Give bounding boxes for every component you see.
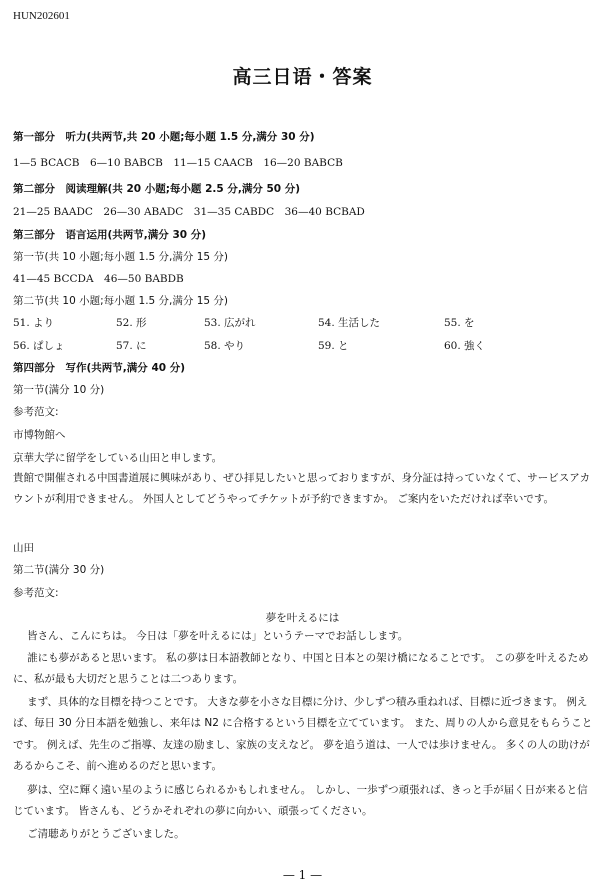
letter-intro: 京華大学に留学をしている山田と申します。 xyxy=(13,452,223,464)
part3-section1-answers: 41—45 BCCDA 46—50 BABDB xyxy=(13,273,184,285)
letter-body: 貴館で開催される中国書道展に興味があり、ぜひ拝見したいと思っておりますが、身分証は持っていなくて、サービスアカウントが利用できません。 外国人としてどうやってチケットが予約できますか。 ご案内をいただければ幸いです。 xyxy=(13,472,591,506)
part2-heading: 第二部分 阅读理解(共 20 小题;每小题 2.5 分,满分 50 分) xyxy=(13,183,301,195)
essay-title: 夢を叶えるには xyxy=(265,612,340,624)
answer-53: 53. 広がれ xyxy=(204,317,256,329)
part3-heading: 第三部分 语言运用(共两节,满分 30 分) xyxy=(13,229,207,241)
answer-56: 56. ぱしょ xyxy=(13,340,65,352)
essay-paragraph-1: 皆さん、こんにちは。 今日は「夢を叶えるには」というテーマでお話しします。 xyxy=(27,630,409,642)
letter-recipient: 市博物館へ xyxy=(13,429,66,441)
answer-60: 60. 強く xyxy=(444,340,486,352)
part3-section1-heading: 第一节(共 10 小题;每小题 1.5 分,满分 15 分) xyxy=(13,251,229,263)
answer-57: 57. に xyxy=(116,340,147,352)
answer-55: 55. を xyxy=(444,317,475,329)
essay-paragraph-5: ご清聴ありがとうございました。 xyxy=(27,828,185,840)
answer-51: 51. より xyxy=(13,317,55,329)
page-number: — 1 — xyxy=(282,868,323,882)
part2-answers: 21—25 BAADC 26—30 ABADC 31—35 CABDC 36—40 BCBAD xyxy=(13,206,365,218)
answer-52: 52. 形 xyxy=(116,317,147,329)
part1-heading: 第一部分 听力(共两节,共 20 小题;每小题 1.5 分,满分 30 分) xyxy=(13,131,315,143)
answer-58: 58. やり xyxy=(204,340,246,352)
essay-paragraph-4: 夢は、空に輝く遠い星のように感じられるかもしれません。 しかし、一歩ずつ頑張れば、きっと手が届く日が来ると信じています。 皆さんも、どうかそれぞれの夢に向かい、頑張ってください。 xyxy=(13,784,588,818)
part1-answers: 1—5 BCACB 6—10 BABCB 11—15 CAACB 16—20 BABCB xyxy=(13,157,343,169)
part4-section2-heading: 第二节(满分 30 分) xyxy=(13,564,105,576)
essay-paragraph-2: 誰にも夢があると思います。 私の夢は日本語教師となり、中国と日本との架け橋になることです。 この夢を叶えるために、私が最も大切だと思うことは二つあります。 xyxy=(13,652,589,686)
document-code: HUN202601 xyxy=(13,10,70,22)
letter-signature: 山田 xyxy=(13,542,34,554)
essay-paragraph-3: まず、具体的な目標を持つことです。 大きな夢を小さな目標に分け、少しずつ積み重ねれば、目標に近づきます。 例えば、毎日 30 分日本語を勉強し、来年は N2 に合格するという目標を立てています。 また、周りの人から意見をもらうことです。 例えば、先生のご指導、友達の励まし、家族の支えなど。 夢を追う道は、一人では歩けません。 多くの人の助けがあるからこそ、前へ進めるのだと思います。 xyxy=(13,696,593,772)
reference-label-1: 参考范文: xyxy=(13,406,59,418)
part3-section2-heading: 第二节(共 10 小题;每小题 1.5 分,满分 15 分) xyxy=(13,295,229,307)
answer-59: 59. と xyxy=(318,340,349,352)
reference-label-2: 参考范文: xyxy=(13,587,59,599)
page-title: 高三日语・答案 xyxy=(232,66,373,88)
part4-heading: 第四部分 写作(共两节,满分 40 分) xyxy=(13,362,186,374)
answer-54: 54. 生活した xyxy=(318,317,381,329)
part4-section1-heading: 第一节(满分 10 分) xyxy=(13,384,105,396)
